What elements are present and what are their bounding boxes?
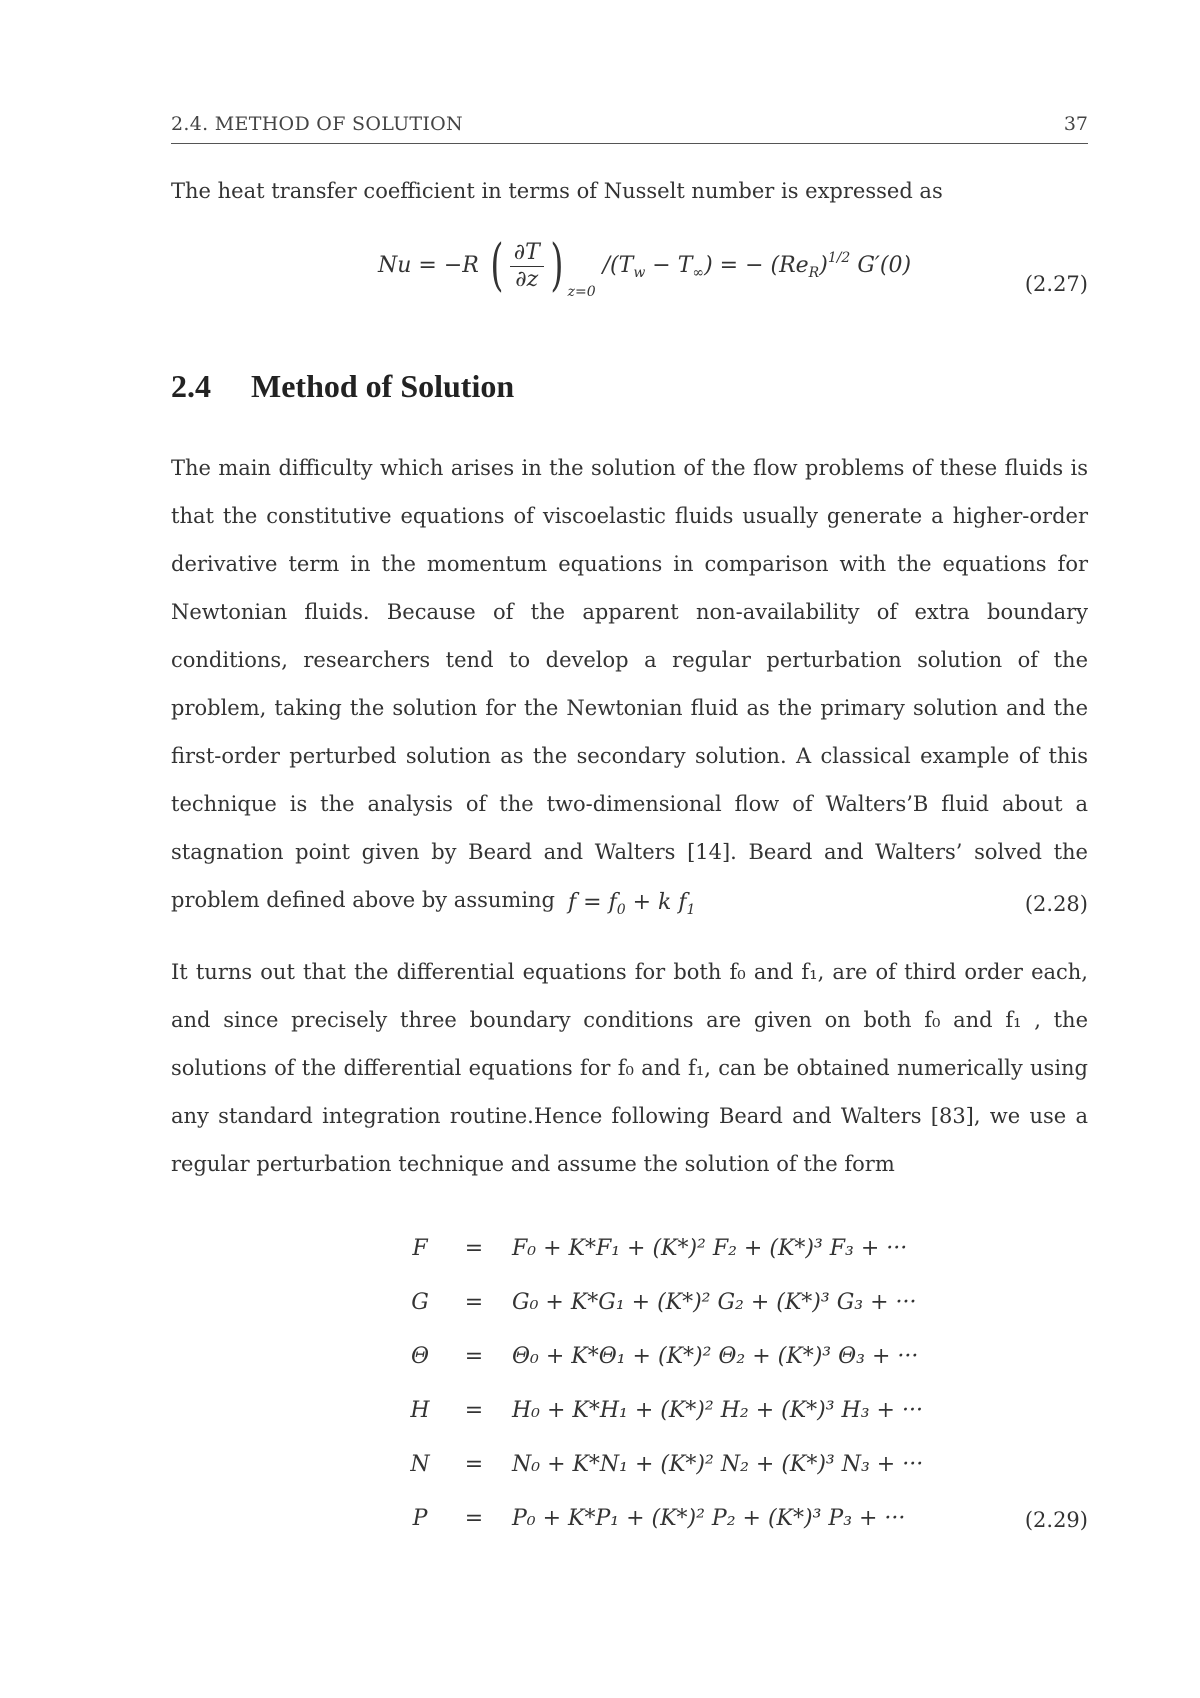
row-lhs: F	[412, 1236, 428, 1261]
eq-227-power: 1/2	[827, 250, 851, 266]
equals-sign: =	[464, 1398, 484, 1423]
equation-row-p	[400, 1506, 905, 1531]
equation-2-27	[378, 233, 912, 300]
tw-subscript: w	[633, 265, 646, 281]
row-rhs: P₀ + K*P₁ + (K*)² P₂ + (K*)³ P₃ + ···	[512, 1506, 906, 1531]
row-rhs: F₀ + K*F₁ + (K*)² F₂ + (K*)³ F₃ + ···	[512, 1236, 908, 1261]
section-number: 2.4	[171, 368, 211, 404]
row-rhs: N₀ + K*N₁ + (K*)² N₂ + (K*)³ N₃ + ···	[512, 1452, 924, 1477]
row-rhs: H₀ + K*H₁ + (K*)² H₂ + (K*)³ H₃ + ···	[512, 1398, 923, 1423]
equation-row-g	[400, 1290, 917, 1315]
eq-227-rhs-b: )	[819, 253, 828, 278]
equals-sign: =	[464, 1506, 484, 1531]
section-title: Method of Solution	[251, 368, 515, 404]
eq-227-rhs-a: ) = − (Re	[704, 253, 809, 278]
equation-row-h	[400, 1398, 923, 1423]
intro-sentence: The heat transfer coefficient in terms of Nusselt number is expressed as	[171, 179, 943, 203]
equation-number-2-28: (2.28)	[1024, 892, 1088, 916]
running-header	[171, 113, 1088, 144]
tinf-subscript: ∞	[692, 265, 705, 281]
row-lhs: G	[411, 1290, 429, 1315]
eq-228-sub0: 0	[616, 902, 626, 918]
eq-228-mid: + k f	[625, 890, 687, 915]
section-heading	[171, 368, 514, 405]
equals-sign: =	[464, 1236, 484, 1261]
equation-row-theta	[400, 1344, 918, 1369]
equation-number-2-29: (2.29)	[1024, 1508, 1088, 1532]
equation-number-2-27: (2.27)	[1024, 272, 1088, 296]
row-rhs: Θ₀ + K*Θ₁ + (K*)² Θ₂ + (K*)³ Θ₃ + ···	[512, 1344, 919, 1369]
eq-227-rhs-c: G′(0)	[850, 253, 912, 278]
eq-228-text: f = f	[568, 890, 617, 915]
equation-2-28	[568, 890, 695, 918]
equals-sign: =	[464, 1290, 484, 1315]
paragraph-2: It turns out that the differential equations for both f₀ and f₁, are of third order each, and since precisely three boundary conditions are given on both f₀ and f₁ , the solutions of the differential equations for f₀ and f₁, can be obtained numerically using any standard integration routine.Hence following Beard and Walters [83], we use a regular perturbation technique and assume the solution of the form	[171, 960, 1088, 1176]
equals-sign: =	[464, 1452, 484, 1477]
left-paren: (	[490, 233, 504, 298]
right-paren: )	[550, 233, 564, 298]
partial-derivative-fraction	[510, 240, 544, 293]
row-lhs: H	[410, 1398, 430, 1423]
row-rhs: G₀ + K*G₁ + (K*)² G₂ + (K*)³ G₃ + ···	[512, 1290, 917, 1315]
row-lhs: Θ	[410, 1344, 430, 1369]
header-page-number: 37	[1063, 113, 1088, 135]
paragraph-1: The main difficulty which arises in the solution of the flow problems of these fluids is that the constitutive equations of viscoelastic fluids usually generate a higher-order derivative term in the momentum equations in comparison with the equations for Newtonian fluids. Because of the apparent non-availability of extra boundary conditions, researchers tend to develop a regular perturbation solution of the problem, taking the solution for the Newtonian fluid as the primary solution and the first-order perturbed solution as the secondary solution. A classical example of this technique is the analysis of the two-dimensional flow of Walters’B fluid about a stagnation point given by Beard and Walters [14]. Beard and Walters’ solved the problem defined above by assuming	[171, 456, 1088, 912]
eq-227-minus-t: − T	[645, 253, 693, 278]
re-subscript: R	[808, 265, 820, 281]
eval-subscript: z=0	[567, 284, 596, 300]
fraction-denominator: ∂z	[515, 266, 539, 292]
eq-227-middle: /(T	[602, 253, 634, 278]
row-lhs: N	[410, 1452, 430, 1477]
eq-227-lhs: Nu = −R	[378, 253, 479, 278]
equals-sign: =	[464, 1344, 484, 1369]
row-lhs: P	[412, 1506, 428, 1531]
equation-row-f	[400, 1236, 907, 1261]
equation-row-n	[400, 1452, 923, 1477]
eq-228-sub1: 1	[686, 902, 696, 918]
fraction-numerator: ∂T	[510, 240, 544, 267]
header-section-title: 2.4. METHOD OF SOLUTION	[171, 113, 463, 135]
